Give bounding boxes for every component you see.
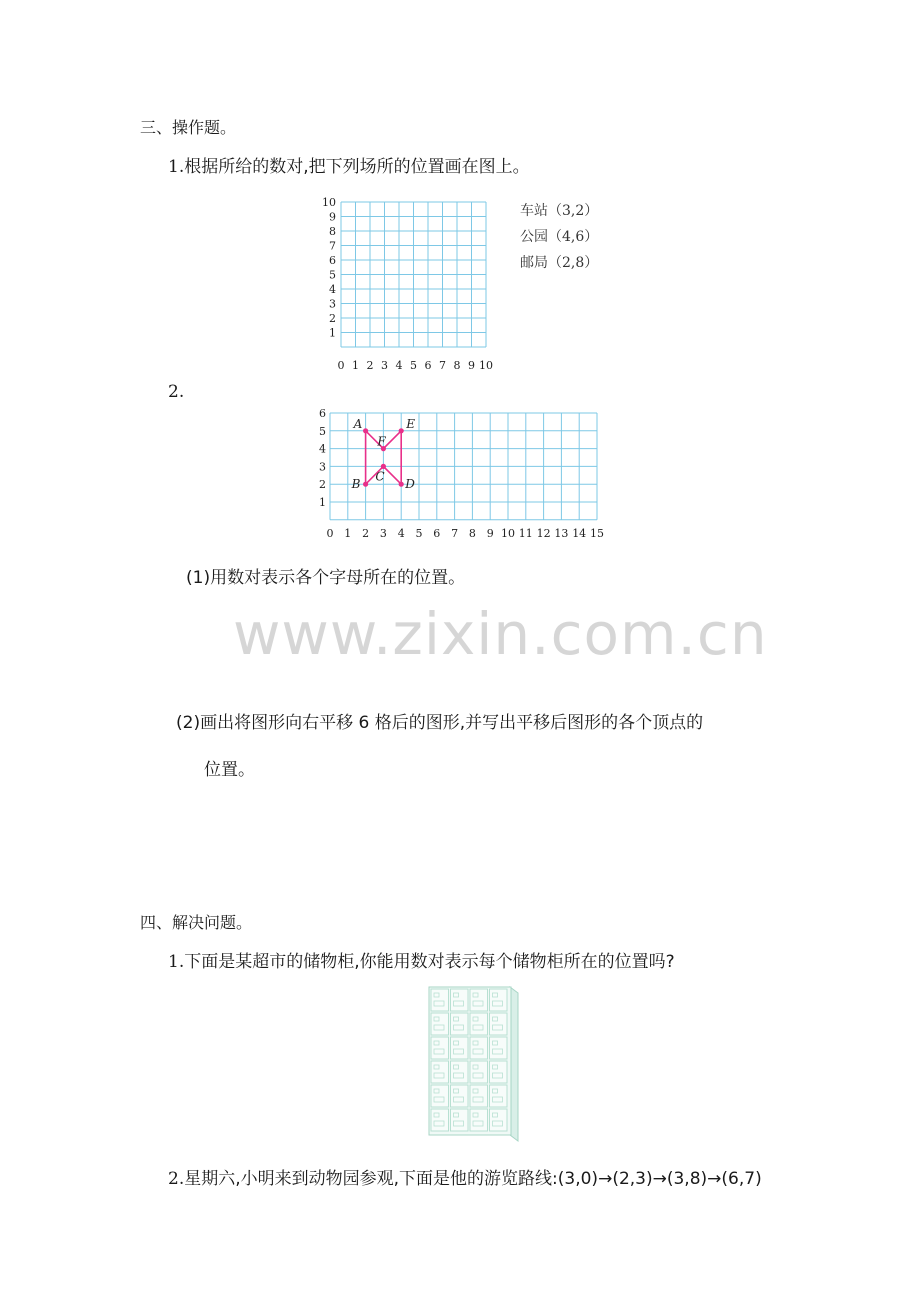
point-b: [363, 482, 368, 487]
s4-q2-text: 星期六,小明来到动物园参观,下面是他的游览路线:(3,0)→(2,3)→(3,8)→(6,7): [184, 1169, 762, 1189]
grid-2-x-tick: 11: [518, 526, 533, 540]
locker-door: [431, 1013, 449, 1035]
point-c: [381, 464, 386, 469]
grid-2-x-tick: 6: [433, 526, 441, 540]
q2-sub1: (1)用数对表示各个字母所在的位置。: [186, 568, 466, 588]
grid-2-y-tick: 4: [319, 442, 326, 456]
grid-1-x-tick: 3: [381, 359, 388, 370]
grid-2-x-tick: 2: [362, 526, 370, 540]
grid-chart-2: [310, 405, 610, 540]
grid-2-x-tick: 4: [397, 526, 405, 540]
grid-1-lines: [341, 202, 486, 347]
grid-2-y-tick: 6: [319, 407, 326, 420]
grid-2-x-tick: 10: [501, 526, 515, 540]
locker-door: [490, 1085, 508, 1107]
s4-q1-number: 1.: [168, 952, 185, 972]
q2-number: 2.: [168, 382, 185, 402]
grid-2-x-tick: 5: [415, 526, 423, 540]
locker-door: [490, 1013, 508, 1035]
grid-1-x-tick: 2: [366, 359, 374, 370]
q2-sub2-line2: 位置。: [204, 760, 255, 780]
locker-door: [470, 989, 488, 1011]
grid-2-y-tick: 5: [319, 424, 326, 438]
grid-2-x-tick: 12: [536, 526, 551, 540]
grid-2-x-tick: 1: [344, 526, 352, 540]
locker-door: [470, 1013, 488, 1035]
grid-1-y-tick: 5: [329, 268, 336, 282]
locker-door: [431, 1085, 449, 1107]
grid-2-x-tick: 15: [590, 526, 604, 540]
grid-1-y-tick: 2: [329, 312, 336, 325]
grid-1-x-tick: 4: [395, 359, 403, 370]
grid-1-y-tick: 10: [322, 196, 336, 209]
locker-door: [490, 989, 508, 1011]
grid-2-y-tick: 1: [319, 496, 326, 509]
grid-1-x-tick: 1: [352, 359, 359, 370]
locker-door: [431, 1061, 449, 1083]
grid-1-y-tick: 1: [329, 326, 336, 340]
grid-1-y-tick: 7: [329, 239, 336, 253]
grid-1-x-tick: 9: [468, 359, 475, 370]
q1-number: 1.: [168, 157, 185, 177]
point-label-f: F: [377, 434, 386, 449]
s4-q1-line: [168, 947, 675, 972]
locker-door: [451, 1085, 469, 1107]
locker-door: [451, 1061, 469, 1083]
grid-1-y-tick: 6: [329, 254, 336, 267]
grid-2-y-tick: 2: [319, 478, 326, 492]
grid-2-x-ticks: [327, 527, 605, 540]
q2-sub2-line1: (2)画出将图形向右平移 6 格后的图形,并写出平移后图形的各个顶点的: [176, 713, 704, 733]
grid-1-x-tick: 5: [410, 359, 417, 370]
grid-1-y-tick: 4: [329, 283, 336, 296]
s4-q2-number: 2.: [168, 1169, 185, 1189]
grid-chart-1: [310, 190, 500, 370]
locker-illustration: [428, 985, 520, 1145]
locker-door: [490, 1109, 508, 1131]
legend-park: 公园（4,6）: [520, 229, 599, 245]
section3-title: 三、操作题。: [140, 118, 237, 137]
grid-2-lines: [330, 413, 597, 520]
grid-1-x-tick: 7: [439, 359, 446, 370]
locker-door: [451, 1013, 469, 1035]
grid-2-y-ticks: [319, 407, 326, 509]
legend-station: 车站（3,2）: [520, 203, 599, 219]
grid-2-x-tick: 0: [326, 526, 334, 540]
locker-door: [451, 1037, 469, 1059]
grid-2-x-tick: 8: [468, 526, 476, 540]
grid-2-x-tick: 3: [379, 526, 387, 540]
s4-q1-text: 下面是某超市的储物柜,你能用数对表示每个储物柜所在的位置吗?: [184, 952, 675, 972]
section4-title: 四、解决问题。: [140, 913, 253, 932]
locker-door: [451, 1109, 469, 1131]
locker-door: [451, 989, 469, 1011]
point-label-e: E: [406, 416, 415, 431]
s4-q2-line: [168, 1164, 762, 1189]
legend-post-office: 邮局（2,8）: [520, 255, 599, 271]
grid-2-y-tick: 3: [319, 460, 326, 474]
locker-door: [431, 1109, 449, 1131]
grid-1-y-tick: 8: [329, 225, 336, 238]
locker-door: [470, 1037, 488, 1059]
locker-door: [470, 1109, 488, 1131]
grid-1-y-tick: 3: [329, 297, 336, 311]
grid-1-x-tick: 8: [453, 359, 461, 370]
grid-2-x-tick: 13: [554, 526, 569, 540]
point-label-c: C: [375, 469, 385, 484]
grid-1-x-ticks: [338, 359, 494, 370]
grid-1-y-ticks: [322, 196, 336, 340]
grid-2-x-tick: 9: [486, 526, 494, 540]
grid-1-x-tick: 10: [479, 359, 493, 370]
point-d: [399, 482, 404, 487]
point-e: [399, 428, 404, 433]
point-label-b: B: [351, 477, 361, 492]
point-a: [363, 428, 368, 433]
locker-door: [490, 1061, 508, 1083]
point-label-a: A: [353, 416, 363, 431]
q1-line: [168, 152, 530, 177]
locker-door: [470, 1085, 488, 1107]
locker-door: [490, 1037, 508, 1059]
grid-1-x-tick: 6: [424, 359, 432, 370]
locker-door: [470, 1061, 488, 1083]
q1-text: 根据所给的数对,把下列场所的位置画在图上。: [184, 157, 530, 177]
locker-door: [431, 989, 449, 1011]
point-label-d: D: [405, 477, 415, 492]
grid-1-y-tick: 9: [329, 210, 336, 224]
watermark: www.zixin.com.cn: [233, 600, 768, 668]
grid-1-x-tick: 0: [337, 359, 345, 370]
grid-2-x-tick: 14: [572, 526, 587, 540]
locker-door: [431, 1037, 449, 1059]
grid-2-x-tick: 7: [451, 526, 459, 540]
